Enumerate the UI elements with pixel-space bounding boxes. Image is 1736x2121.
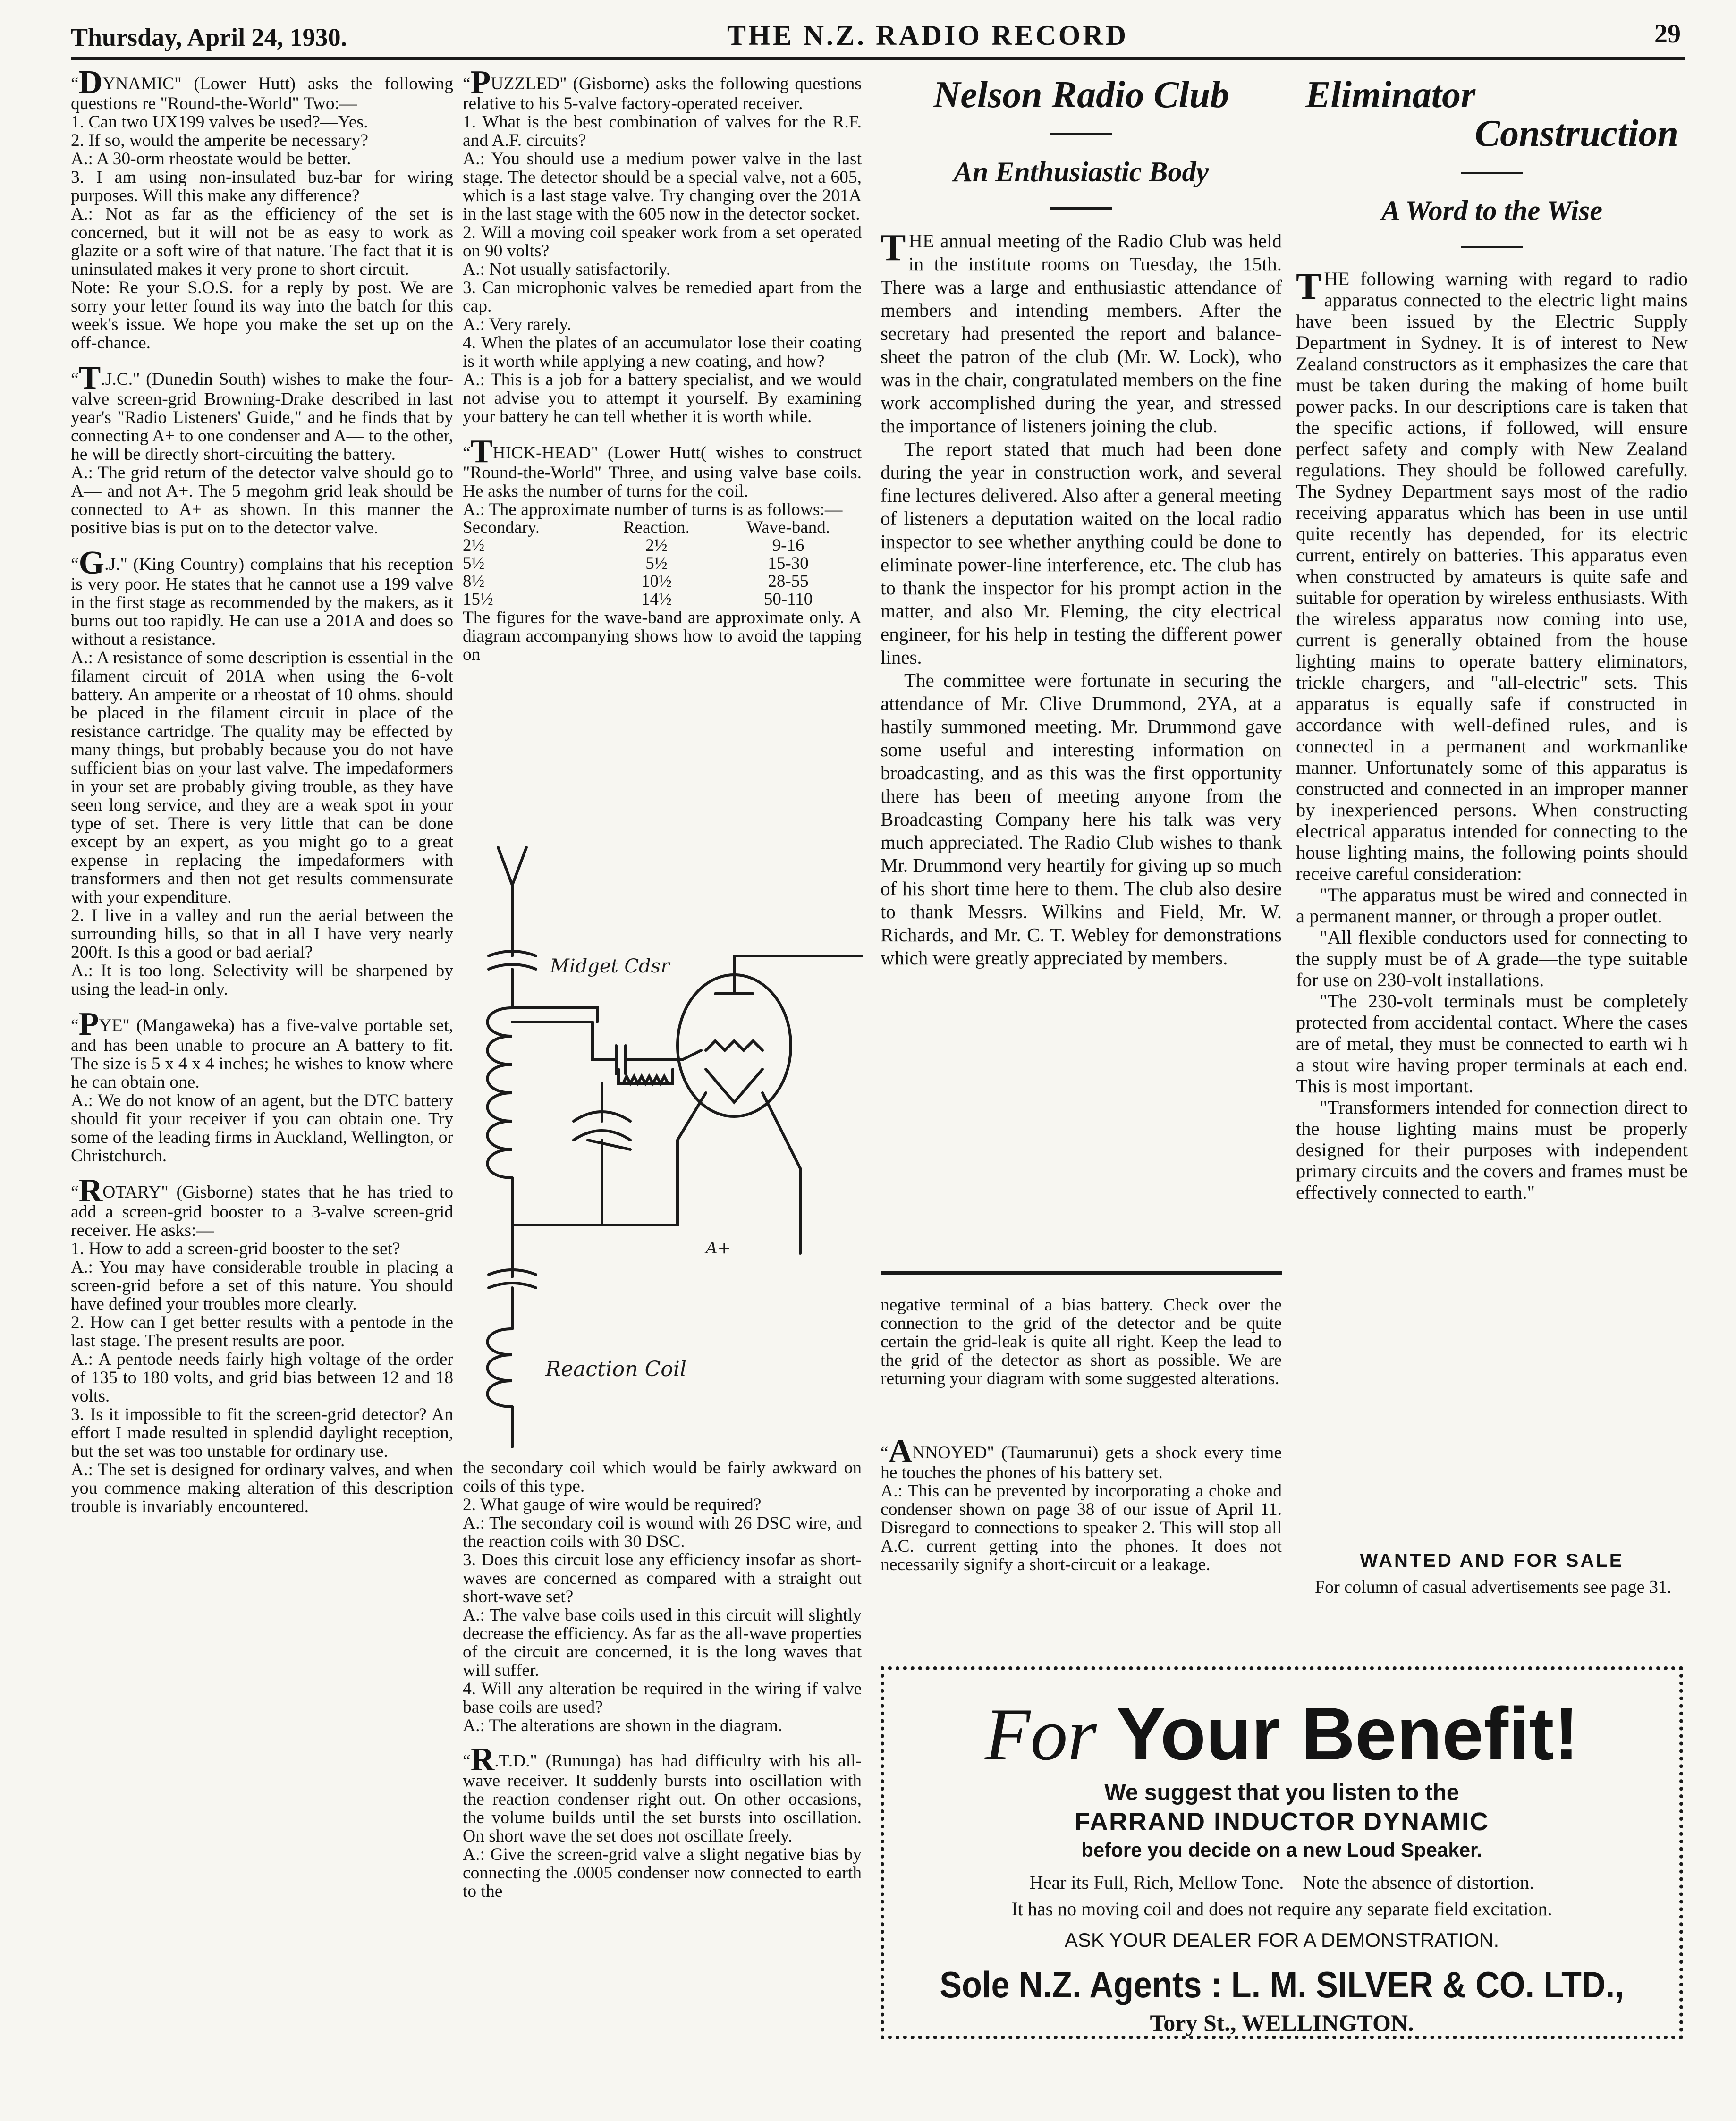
eliminator-subhead: A Word to the Wise — [1381, 195, 1602, 226]
cont-a4: A.: The alterations are shown in the diagram. — [463, 1716, 783, 1735]
table-cell: 5½ — [645, 554, 668, 573]
table-cell: 15½ — [463, 590, 493, 609]
midget-condenser-label: Midget Cdsr — [550, 955, 670, 977]
dynamic-query: “DYNAMIC" (Lower Hutt) asks the following questions re "Round-the-World" Two:— — [71, 64, 453, 113]
puzzled-query: “PUZZLED" (Gisborne) asks the following questions relative to his 5-valve factory-operated receiver. — [463, 64, 862, 113]
gj-a2: A.: It is too long. Selectivity will be sharpened by using the lead-in only. — [71, 961, 453, 999]
rotary-q1: 1. How to add a screen-grid booster to the set? — [71, 1239, 400, 1259]
section-divider — [881, 1271, 1282, 1275]
masthead — [71, 19, 1685, 60]
dynamic-note: Note: Re your S.O.S. for a reply by post. We are sorry your letter found its way into the batch for this week's issue. We hope you make the set up on the off-chance. — [71, 278, 453, 353]
thickhead-after: The figures for the wave-band are approximate only. A diagram accompanying shows how to avoid the tapping on — [463, 608, 862, 664]
ad-line: It has no moving coil and does not require any separate field excitation. — [1011, 1898, 1552, 1919]
puzzled-a3: A.: Very rarely. — [463, 315, 572, 334]
cont-q3: 3. Does this circuit lose any efficiency insofar as short-waves are concerned as compared with a straight out short-wave set? — [463, 1550, 862, 1606]
table-cell: 14½ — [641, 590, 672, 609]
ad-line: Hear its Full, Rich, Mellow Tone. Note the absence of distortion. — [1029, 1872, 1534, 1893]
column-2-continued — [463, 1459, 862, 1901]
ad-product: FARRAND INDUCTOR DYNAMIC — [1075, 1808, 1489, 1836]
article-headline: Nelson Radio Club — [933, 74, 1229, 116]
rotary-a1: A.: You may have considerable trouble in placing a screen-grid before a set of this nature. You should have defined your troubles more clearly. — [71, 1258, 453, 1314]
annoyed-section — [881, 1433, 1282, 1574]
eliminator-paragraph: "All flexible conductors used for connecting to the supply must be of A grade—the type suitable for use on 230-volt installations. — [1296, 927, 1688, 990]
rtd-query: “R.T.D." (Rununga) has had difficulty with his all-wave receiver. It suddenly bursts into oscillation with the reaction condenser right out. On other occasions, the volume builds until the set bursts into oscillation. On short wave the set does not oscillate freely. — [463, 1741, 862, 1846]
tjc-query: “T.J.C." (Dunedin South) wishes to make the four-valve screen-grid Browning-Drake described in last year's "Radio Listeners' Guide," and he finds that by connecting A+ to one condenser and A— to the other, he will be directly short-circuiting the battery. — [71, 360, 453, 464]
column-3 — [881, 76, 1282, 970]
puzzled-q3: 3. Can microphonic valves be remedied apart from the cap. — [463, 278, 862, 316]
rotary-a2: A.: A pentode needs fairly high voltage of the order of 135 to 180 volts, and grid bias between 12 and 18 volts. — [71, 1350, 453, 1406]
table-header-row — [463, 519, 862, 537]
rotary-a3: A.: The set is designed for ordinary valves, and when you commence making alteration of this description trouble is invariably encountered. — [71, 1460, 453, 1516]
ad-agents: Sole N.Z. Agents : L. M. SILVER & CO. LTD., — [940, 1964, 1624, 2005]
secondary-coil-icon — [488, 1008, 513, 1178]
dynamic-q3: 3. I am using non-insulated buz-bar for wiring purposes. Will this make any difference? — [71, 168, 453, 205]
column-2 — [463, 64, 862, 664]
table-header: Wave-band. — [746, 518, 830, 537]
table-row — [463, 537, 862, 555]
table-cell: 28-55 — [768, 572, 809, 591]
puzzled-a1: A.: You should use a medium power valve in the last stage. The detector should be a special valve, not a 605, which is a last stage valve. Try changing over the 201A in the last stage with the 605 now in the detector socket. — [463, 149, 862, 224]
divider — [1050, 207, 1112, 210]
ad-line: We suggest that you listen to the — [1104, 1780, 1459, 1805]
table-cell: 50-110 — [763, 590, 813, 609]
wanted-heading: WANTED AND FOR SALE — [1360, 1550, 1624, 1571]
eliminator-paragraph: "The 230-volt terminals must be completely protected from accidental contact. Where the cases are of metal, they must be connected to earth wi h a stout wire having proper terminals at each end. This is most important. — [1296, 990, 1688, 1097]
rotary-q3: 3. Is it impossible to fit the screen-grid detector? An effort I made resulted in splendid daylight reception, but the set was too unstable for ordinary use. — [71, 1405, 453, 1461]
rtd-answer: A.: Give the screen-grid valve a slight negative bias by connecting the .0005 condenser now connected to earth to the — [463, 1845, 862, 1901]
eliminator-paragraph: THE following warning with regard to radio apparatus connected to the electric light mains have been issued by the Electric Supply Department in Sydney. It is of interest to New Zealand constructors as it emphasizes the care that must be taken during the making of home built power packs. In our descriptions care is taken that the specific actions, if followed, will ensure perfect safety and comply with New Zealand regulations. They should be followed carefully. The Sydney Department says most of the radio receiving apparatus which has been in use until quite recently has depended, for its electric current, entirely on batteries. This apparatus even when constructed by amateurs is quite safe and suitable for operation by wireless enthusiasts. With the wireless apparatus now coming into use, current is generally obtained from the house lighting mains to operate battery eliminators, trickle chargers, and "all-electric" sets. This apparatus is equally safe if constructed in accordance with well-defined rules, and is connected in a permanent and workmanlike manner. Unfortunately some of this apparatus is constructed and connected in an improper manner by inexperienced persons. When constructing electrical apparatus intended for connecting to the house lighting mains, the following points should receive careful consideration: — [1296, 266, 1688, 884]
eliminator-headline-2: Construction — [1474, 113, 1678, 154]
a-plus-label: A+ — [706, 1239, 731, 1258]
wanted-notice — [1296, 1551, 1688, 1597]
table-cell: 10½ — [641, 572, 672, 591]
divider — [1461, 172, 1523, 174]
dynamic-a3: A.: Not as far as the efficiency of the set is concerned, but it will not be as easy to work as glazite or a soft wire of that nature. The fact that it is uninsulated makes it very prone to short circuit. — [71, 204, 453, 279]
table-cell: 9-16 — [772, 536, 804, 555]
column-1 — [71, 64, 453, 1516]
column-4 — [1296, 76, 1688, 1203]
reaction-coil-icon — [488, 1329, 513, 1407]
divider — [1461, 246, 1523, 248]
article-paragraph: THE annual meeting of the Radio Club was held in the institute rooms on Tuesday, the 15th. There was a large and enthusiastic attendance of members and intending members. After the secretary had presented the report and balance-sheet the patron of the club (Mr. W. Lock), who was in the chair, congratulated members on the fine work accomplished during the year, and stressed the importance of listeners joining the club. — [881, 227, 1282, 437]
dynamic-a2: A.: A 30-orm rheostate would be better. — [71, 149, 351, 169]
puzzled-a4: A.: This is a job for a battery specialist, and we would not advise you to attempt it yourself. By examining your battery he can tell whether it is worth while. — [463, 370, 862, 426]
rotary-query: “ROTARY" (Gisborne) states that he has tried to add a screen-grid booster to a 3-valve screen-grid receiver. He asks:— — [71, 1173, 453, 1240]
cont-a2: A.: The secondary coil is wound with 26 DSC wire, and the reaction coils with 30 DSC. — [463, 1513, 862, 1551]
pye-query: “PYE" (Mangaweka) has a five-valve portable set, and has been unable to procure an A battery to fit. The size is 5 x 4 x 4 inches; he wishes to know where he can obtain one. — [71, 1006, 453, 1092]
tjc-answer: A.: The grid return of the detector valve should go to A— and not A+. The 5 megohm grid leak should be connected to A+ as shown. In this manner the positive bias is put on to the detector valve. — [71, 463, 453, 538]
puzzled-a2: A.: Not usually satisfactorily. — [463, 260, 671, 279]
coil-turns-table — [463, 519, 862, 608]
cont-a3: A.: The valve base coils used in this circuit will slightly decrease the efficiency. As far as the all-wave properties of the circuit are concerned, it is the long waves that will suffer. — [463, 1606, 862, 1680]
article-paragraph: The committee were fortunate in securing the attendance of Mr. Clive Drummond, 2YA, at a hastily summoned meeting. Mr. Drummond gave some useful and interesting information on broadcasting, and as this was the first opportunity there has been of meeting anyone from the Broadcasting Company here his talk was very much appreciated. The Radio Club wishes to thank Mr. Drummond very heartily for giving up so much of his short time here to them. The club also desire to thank Messrs. Wilkins and Field, Mr. W. Richards, and Mr. C. T. Webley for demonstrations which were greatly appreciated by members. — [881, 669, 1282, 969]
gj-q2: 2. I live in a valley and run the aerial between the surrounding hills, so that in all I have very nearly 200ft. Is this a good or bad aerial? — [71, 906, 453, 962]
ad-address: Tory St., WELLINGTON. — [1150, 2010, 1414, 2036]
ad-line: before you decide on a new Loud Speaker. — [1081, 1839, 1482, 1861]
thickhead-answer: A.: The approximate number of turns is as follows:— — [463, 500, 843, 519]
ad-line: ASK YOUR DEALER FOR A DEMONSTRATION. — [1064, 1929, 1499, 1951]
cont-q4: 4. Will any alteration be required in the wiring if valve base coils are used? — [463, 1679, 862, 1717]
puzzled-q2: 2. Will a moving coil speaker work from a set operated on 90 volts? — [463, 223, 862, 261]
farrand-advertisement — [881, 1666, 1683, 2039]
divider — [1050, 133, 1112, 135]
gj-a1: A.: A resistance of some description is essential in the filament circuit of 201A when using the 6-volt battery. An amperite or a rheostat of 10 ohms. should be placed in the filament circuit in place of the resistance cartridge. The quality may be effected by many things, but probably because you do not have sufficient bias on your last valve. The impedaformers in your set are probably giving trouble, as they have seen long service, and they are a weak spot in your type of set. There is very little that can be done except by an expert, as you might go to a great expense in replacing the impedaformers with transformers and then not get results commensurate with your expenditure. — [71, 648, 453, 907]
puzzled-q4: 4. When the plates of an accumulator lose their coating is it worth while applying a new coating, and how? — [463, 333, 862, 371]
ad-headline: For Your Benefit! — [984, 1692, 1579, 1776]
cont-q2: 2. What gauge of wire would be required? — [463, 1495, 762, 1514]
page-number: 29 — [1654, 19, 1681, 49]
cont-p1: the secondary coil which would be fairly awkward on coils of this type. — [463, 1458, 862, 1496]
reaction-coil-label: Reaction Coil — [545, 1357, 686, 1381]
eliminator-headline-1: Eliminator — [1305, 74, 1476, 116]
table-cell: 8½ — [463, 572, 485, 591]
eliminator-paragraph: "Transformers intended for connection direct to the house lighting mains must be properly designed for their purposes with independent primary circuits and the covers and frames must be effectively connected to earth." — [1296, 1097, 1688, 1203]
table-row — [463, 591, 862, 608]
dynamic-q2: 2. If so, would the amperite be necessary? — [71, 131, 368, 150]
table-cell: 15-30 — [768, 554, 809, 573]
table-cell: 2½ — [645, 536, 668, 555]
annoyed-answer: A.: This can be prevented by incorporating a choke and condenser shown on page 38 of our issue of April 11. Disregard to connections to speaker 2. This will stop all A.C. current getting into the phones. It does not necessarily signify a short-circuit or a leakage. — [881, 1481, 1282, 1574]
thickhead-query: “THICK-HEAD" (Lower Hutt( wishes to construct "Round-the-World" Three, and using valve base coils. He asks the number of turns for the coil. — [463, 433, 862, 501]
eliminator-paragraph: "The apparatus must be wired and connected in a permanent manner, or through a proper outlet. — [1296, 884, 1688, 927]
wanted-text: For column of casual advertisements see page 31. — [1315, 1577, 1672, 1597]
table-header: Reaction. — [623, 518, 690, 537]
puzzled-q1: 1. What is the best combination of valves for the R.F. and A.F. circuits? — [463, 112, 862, 150]
rotary-q2: 2. How can I get better results with a pentode in the last stage. The present results are poor. — [71, 1313, 453, 1351]
issue-date: Thursday, April 24, 1930. — [71, 23, 347, 51]
article-subhead: An Enthusiastic Body — [953, 156, 1209, 187]
paper-title: THE N.Z. RADIO RECORD — [727, 20, 1129, 51]
rtd-continuation: negative terminal of a bias battery. Check over the connection to the grid of the detector and be quite certain the grid-leak is quite all right. Keep the lead to the grid of the detector as short as possible. We are returning your diagram with some suggested alterations. — [881, 1295, 1282, 1388]
article-paragraph: The report stated that much had been done during the year in construction work, and several fine lectures delivered. Also after a general meeting of listeners a deputation waited on the local radio inspector to see whether anything could be done to eliminate power-line interference, etc. The club has to thank the inspector for his prompt action in the matter, and also Mr. Fleming, the city electrical engineer, for his help in testing the different power lines. — [881, 438, 1282, 668]
annoyed-query: “ANNOYED" (Taumarunui) gets a shock every time he touches the phones of his battery set. — [881, 1433, 1282, 1482]
circuit-diagram — [460, 838, 866, 1456]
pye-answer: A.: We do not know of an agent, but the DTC battery should fit your receiver if you can obtain one. Try some of the leading firms in Auckland, Wellington, or Christchurch. — [71, 1091, 453, 1166]
table-cell: 2½ — [463, 536, 485, 555]
gj-query: “G.J." (King Country) complains that his reception is very poor. He states that he cannot use a 199 valve in the first stage as recommended by the makers, as it burns out too rapidly. He can use a 201A and does so without a resistance. — [71, 545, 453, 649]
dynamic-q1: 1. Can two UX199 valves be used?—Yes. — [71, 112, 368, 132]
column-3-continued — [881, 1296, 1282, 1388]
table-row — [463, 555, 862, 573]
valve-icon — [677, 975, 791, 1116]
table-cell: 5½ — [463, 554, 485, 573]
table-header: Secondary. — [463, 518, 540, 537]
table-row — [463, 573, 862, 591]
aerial-icon — [498, 847, 526, 956]
